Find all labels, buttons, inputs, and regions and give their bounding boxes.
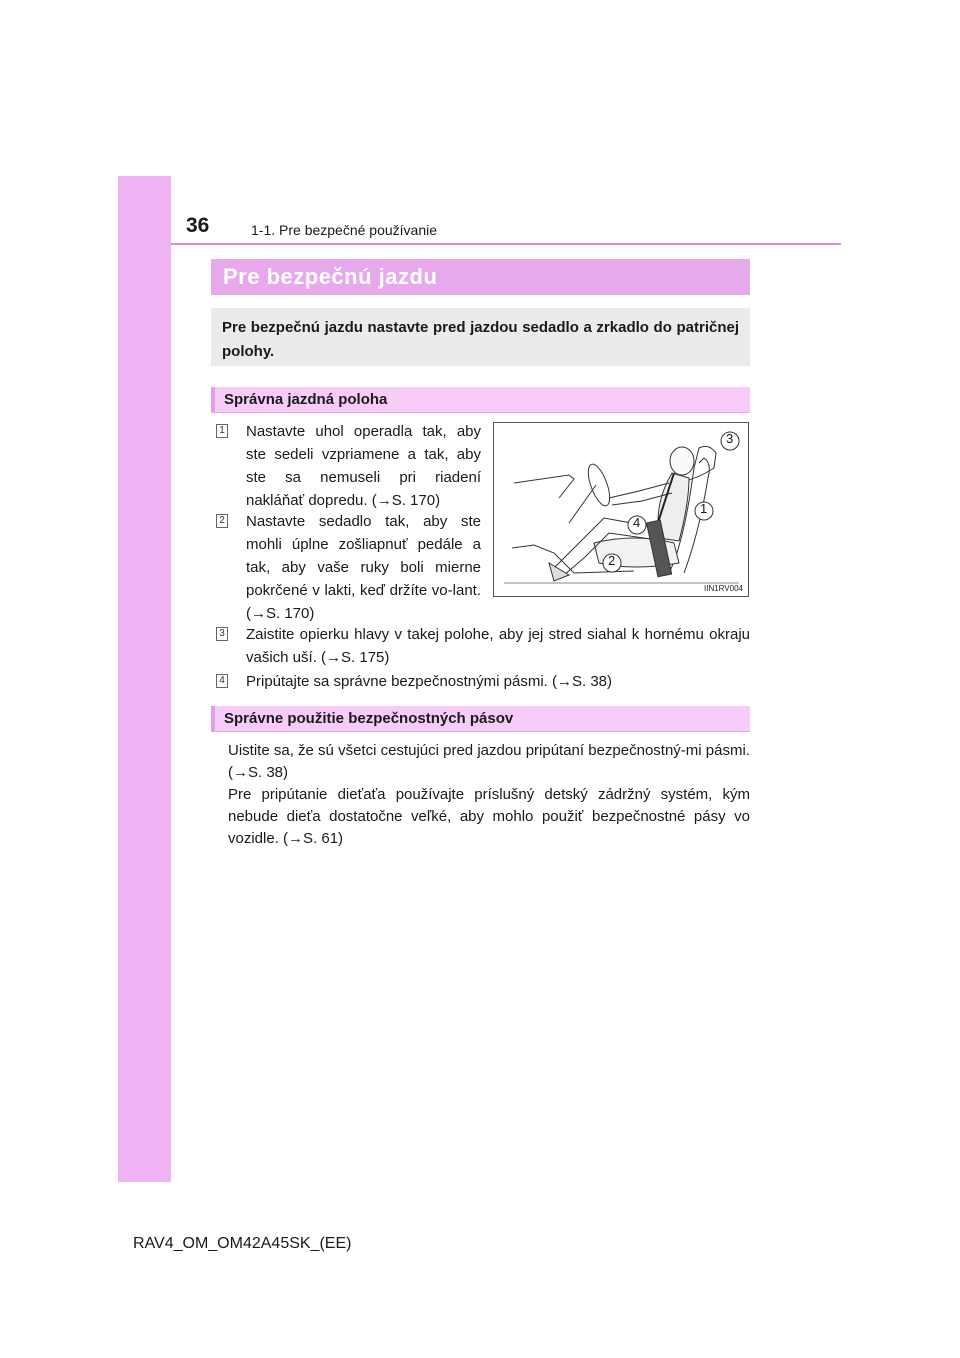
subheading-seatbelt-use xyxy=(211,706,750,732)
subheading-seatbelt-use-text: Správne použitie bezpečnostných pásov xyxy=(224,710,514,727)
driving-position-illustration xyxy=(493,422,749,597)
intro-text: Pre bezpečnú jazdu nastavte pred jazdou sedadlo a zrkadlo do patričnej polohy. xyxy=(222,319,739,360)
footer-code: RAV4_OM_OM42A45SK_(EE) xyxy=(133,1235,352,1252)
item-marker: 2 xyxy=(216,514,228,528)
callout-4: 4 xyxy=(633,515,641,530)
item-marker: 3 xyxy=(216,627,228,641)
item-marker: 4 xyxy=(216,674,228,688)
intro-box xyxy=(211,308,750,366)
item-marker: 1 xyxy=(216,424,228,438)
paragraph: Uistite sa, že sú všetci cestujúci pred jazdou pripútaní bezpečnostný-mi pásmi. (→S. 38) xyxy=(228,742,750,781)
header-divider xyxy=(171,243,841,245)
callout-1: 1 xyxy=(700,501,708,516)
figure-code: IIN1RV004 xyxy=(704,584,743,593)
item-text: Nastavte uhol operadla tak, aby ste sedeli vzpriamene a tak, aby ste sa nemuseli pri riadení nakláňať dopredu. (→S. 170) xyxy=(246,423,481,509)
callout-2: 2 xyxy=(608,553,616,568)
item-text: Nastavte sedadlo tak, aby ste mohli úplne zošliapnuť pedále a tak, aby vaše ruky boli mierne pokrčené v lakti, keď držíte vo-lant. (→S. 170) xyxy=(246,513,481,622)
subheading-driving-position xyxy=(211,387,750,413)
callout-3: 3 xyxy=(726,431,734,446)
section-title: 1-1. Pre bezpečné používanie xyxy=(251,222,438,238)
side-tab-bar xyxy=(118,176,171,1182)
main-heading: Pre bezpečnú jazdu xyxy=(223,264,438,289)
item-text: Pripútajte sa správne bezpečnostnými pásmi. (→S. 38) xyxy=(246,673,612,690)
item-text: Zaistite opierku hlavy v takej polohe, aby jej stred siahal k hornému okraju vašich uší. (→S. 175) xyxy=(246,626,750,666)
main-heading-bar xyxy=(211,259,750,295)
paragraph: Pre pripútanie dieťaťa používajte príslušný detský zádržný systém, kým nebude dieťa dostatočne veľké, aby mohlo použiť bezpečnostné pásy vo vozidle. (→S. 61) xyxy=(228,786,750,847)
subheading-driving-position-text: Správna jazdná poloha xyxy=(224,391,388,408)
page-number: 36 xyxy=(186,214,210,237)
